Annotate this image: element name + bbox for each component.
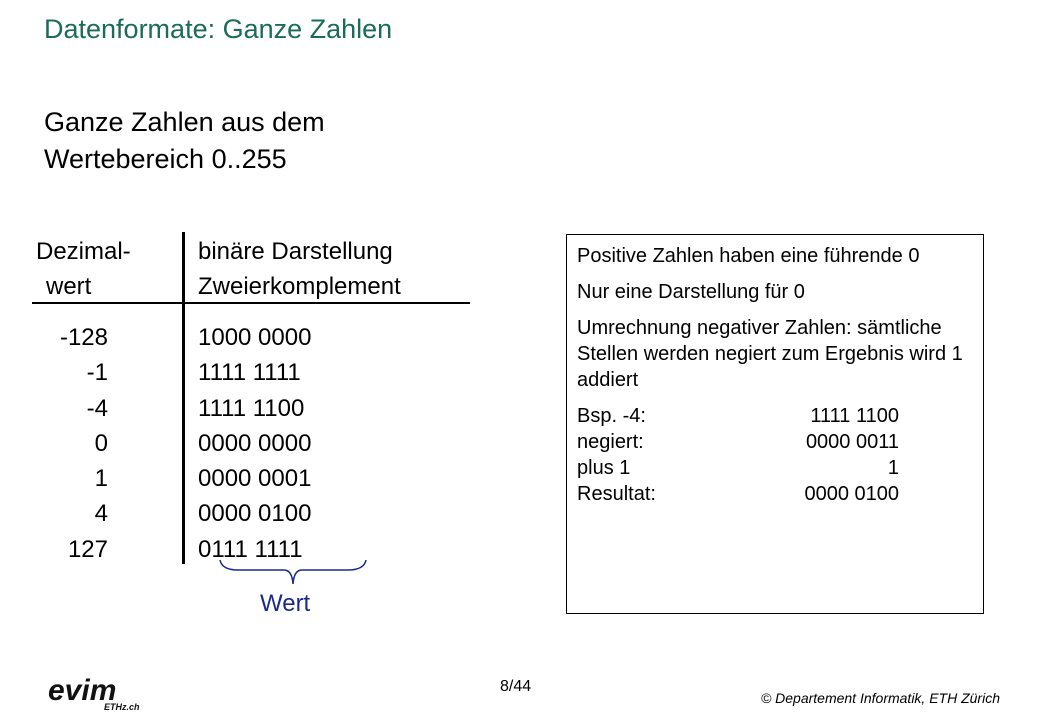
binary-value: 0000 0000 xyxy=(198,429,312,457)
example-label: negiert: xyxy=(577,431,644,453)
info-paragraph-1: Positive Zahlen haben eine führende 0 xyxy=(577,245,920,267)
decimal-column-header xyxy=(36,234,156,304)
decimal-value: 4 xyxy=(94,500,108,528)
decimal-value: 1 xyxy=(94,465,108,493)
table-horizontal-divider xyxy=(32,302,470,304)
table-vertical-divider xyxy=(182,232,185,564)
decimal-value: 127 xyxy=(67,535,108,563)
binary-header-line-2: Zweierkomplement xyxy=(198,273,401,300)
decimal-value: -4 xyxy=(86,394,108,422)
copyright-notice: © Departement Informatik, ETH Zürich xyxy=(760,690,1000,706)
curly-brace xyxy=(218,558,368,588)
example-row xyxy=(577,429,899,455)
slide-title: Datenformate: Ganze Zahlen xyxy=(44,14,393,44)
page-number: 8/44 xyxy=(500,678,532,695)
binary-value: 1111 1100 xyxy=(198,394,305,422)
binary-column-header xyxy=(198,234,401,304)
evim-logo xyxy=(46,670,156,714)
decimal-header-line-2: wert xyxy=(46,273,92,300)
info-box xyxy=(566,234,984,614)
binary-header-line-1: binäre Darstellung xyxy=(198,238,393,265)
binary-value: 1000 0000 xyxy=(198,324,312,351)
example-value: 0000 0100 xyxy=(804,483,899,505)
decimal-values-column xyxy=(30,320,108,567)
binary-value: 0111 1111 xyxy=(198,535,303,563)
binary-value: 0000 0100 xyxy=(198,500,312,528)
brace-label: Wert xyxy=(260,590,311,617)
example-label: plus 1 xyxy=(577,457,631,479)
subtitle-line-2: Wertebereich 0..255 xyxy=(44,144,287,174)
example-table xyxy=(577,403,899,507)
example-row xyxy=(577,403,899,429)
info-paragraph-3: Umrechnung negativer Zahlen: sämtliche Stellen werden negiert zum Ergebnis wird 1 addiert xyxy=(577,317,963,391)
example-row xyxy=(577,455,899,481)
info-paragraph-2: Nur eine Darstellung für 0 xyxy=(577,281,805,303)
binary-value: 0000 0001 xyxy=(198,465,312,493)
binary-values-column xyxy=(198,320,311,567)
logo-subtext: ETHz.ch xyxy=(104,702,140,712)
decimal-value: 0 xyxy=(94,429,108,457)
subtitle-line-1: Ganze Zahlen aus dem xyxy=(44,107,325,137)
slide-subtitle xyxy=(44,104,325,178)
logo-text: evim xyxy=(48,674,117,707)
example-row xyxy=(577,481,899,507)
binary-value: 1111 1111 xyxy=(198,359,301,387)
decimal-header-line-1: Dezimal- xyxy=(36,238,131,265)
example-label: Bsp. -4: xyxy=(577,405,646,427)
example-label: Resultat: xyxy=(577,483,656,505)
example-value: 0000 0011 xyxy=(805,431,899,453)
decimal-value: -128 xyxy=(59,324,108,351)
example-value: 1 xyxy=(887,457,899,479)
decimal-value: -1 xyxy=(86,359,108,387)
example-value: 1111 1100 xyxy=(810,405,899,427)
